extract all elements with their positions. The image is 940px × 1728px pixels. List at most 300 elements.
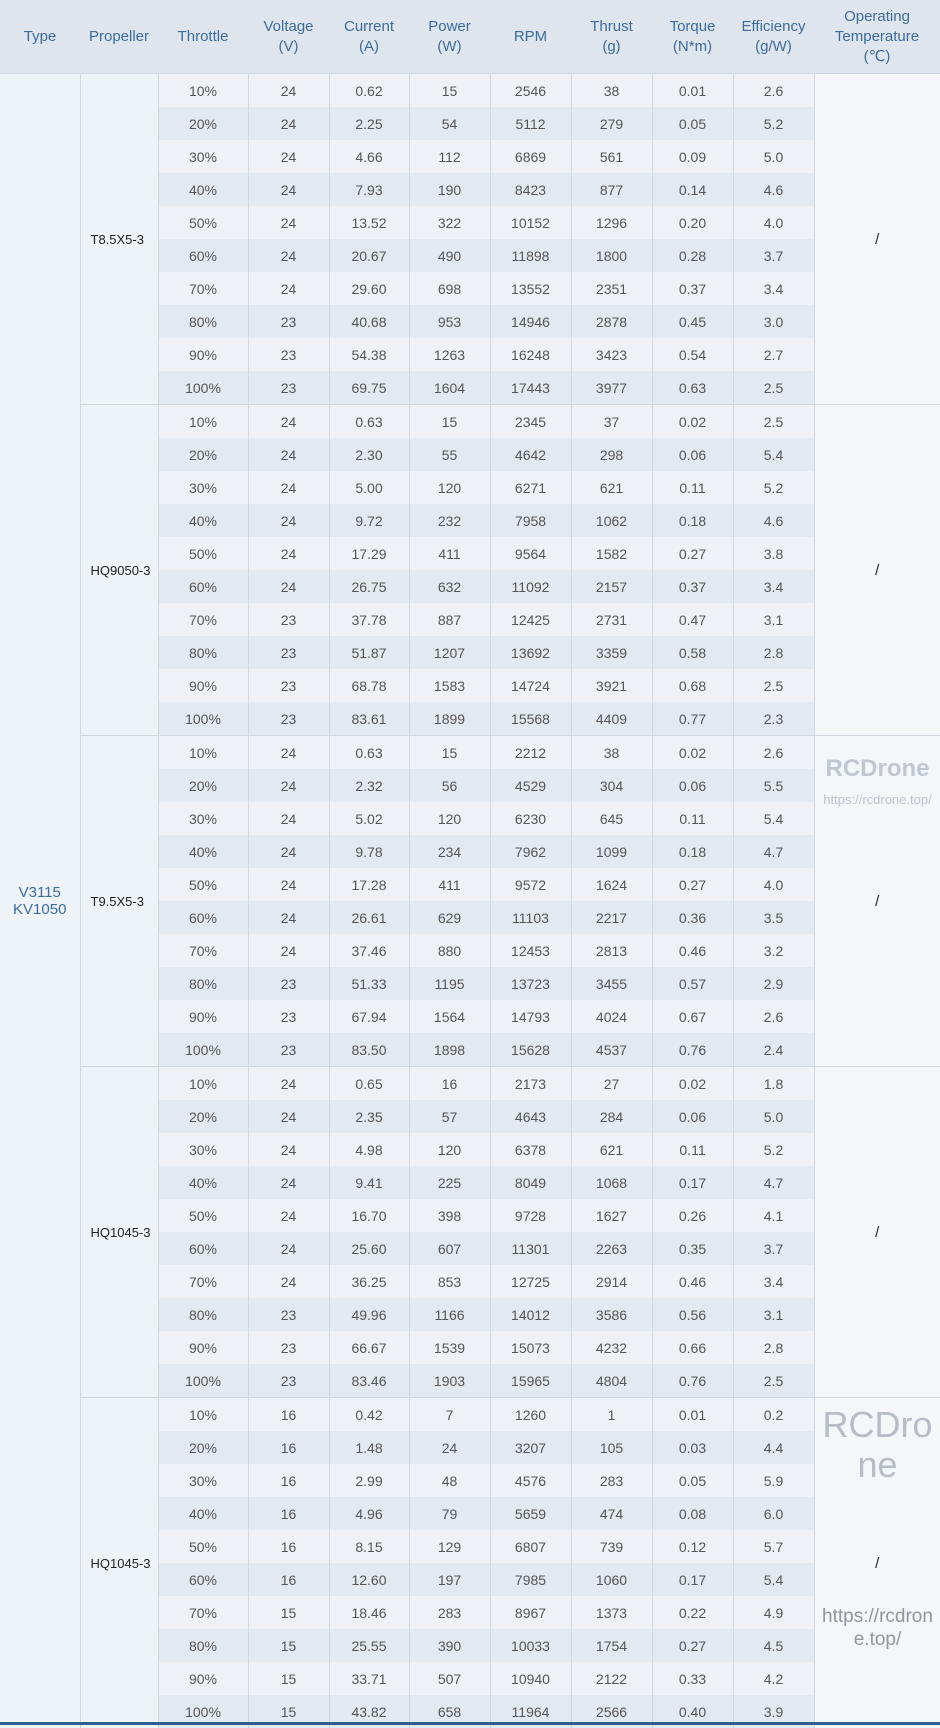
- thrust-cell: 1060: [571, 1563, 652, 1596]
- thrust-cell: 621: [571, 1133, 652, 1166]
- torque-cell: 0.37: [652, 272, 733, 305]
- current-cell: 51.33: [329, 967, 409, 1000]
- power-cell: 398: [409, 1199, 490, 1232]
- throttle-cell: 100%: [158, 1364, 248, 1398]
- current-cell: 37.78: [329, 603, 409, 636]
- rpm-cell: 10940: [490, 1662, 571, 1695]
- power-cell: 1564: [409, 1000, 490, 1033]
- efficiency-cell: 5.5: [733, 769, 814, 802]
- current-cell: 29.60: [329, 272, 409, 305]
- thrust-cell: 27: [571, 1067, 652, 1101]
- temperature-cell: /: [814, 1398, 940, 1728]
- current-cell: 9.72: [329, 504, 409, 537]
- efficiency-cell: 2.9: [733, 967, 814, 1000]
- voltage-cell: 16: [248, 1497, 329, 1530]
- rpm-cell: 12725: [490, 1265, 571, 1298]
- thrust-cell: 3921: [571, 669, 652, 702]
- voltage-cell: 24: [248, 769, 329, 802]
- throttle-cell: 100%: [158, 1695, 248, 1728]
- power-cell: 698: [409, 272, 490, 305]
- thrust-cell: 298: [571, 438, 652, 471]
- watermark-url: https://rcdrone.top/: [820, 792, 935, 808]
- current-cell: 17.28: [329, 868, 409, 901]
- torque-cell: 0.46: [652, 1265, 733, 1298]
- torque-cell: 0.08: [652, 1497, 733, 1530]
- voltage-cell: 23: [248, 338, 329, 371]
- column-header: Throttle: [158, 0, 248, 74]
- voltage-cell: 24: [248, 1265, 329, 1298]
- voltage-cell: 16: [248, 1431, 329, 1464]
- efficiency-cell: 2.4: [733, 1033, 814, 1067]
- propeller-cell: HQ9050-3: [80, 405, 158, 736]
- torque-cell: 0.27: [652, 537, 733, 570]
- thrust-cell: 105: [571, 1431, 652, 1464]
- thrust-cell: 279: [571, 107, 652, 140]
- torque-cell: 0.11: [652, 802, 733, 835]
- efficiency-cell: 0.2: [733, 1398, 814, 1432]
- efficiency-cell: 3.8: [733, 537, 814, 570]
- rpm-cell: 7962: [490, 835, 571, 868]
- rpm-cell: 2345: [490, 405, 571, 439]
- efficiency-cell: 2.8: [733, 1331, 814, 1364]
- power-cell: 880: [409, 934, 490, 967]
- rpm-cell: 15073: [490, 1331, 571, 1364]
- throttle-cell: 40%: [158, 835, 248, 868]
- voltage-cell: 23: [248, 1033, 329, 1067]
- thrust-cell: 2566: [571, 1695, 652, 1728]
- current-cell: 40.68: [329, 305, 409, 338]
- rpm-cell: 2173: [490, 1067, 571, 1101]
- voltage-cell: 15: [248, 1662, 329, 1695]
- current-cell: 43.82: [329, 1695, 409, 1728]
- torque-cell: 0.47: [652, 603, 733, 636]
- throttle-cell: 100%: [158, 371, 248, 405]
- efficiency-cell: 3.9: [733, 1695, 814, 1728]
- current-cell: 9.78: [329, 835, 409, 868]
- power-cell: 390: [409, 1629, 490, 1662]
- voltage-cell: 15: [248, 1596, 329, 1629]
- rpm-cell: 7985: [490, 1563, 571, 1596]
- torque-cell: 0.33: [652, 1662, 733, 1695]
- temperature-cell: /: [814, 74, 940, 405]
- efficiency-cell: 3.7: [733, 239, 814, 272]
- propeller-cell: T8.5X5-3: [80, 74, 158, 405]
- thrust-cell: 1099: [571, 835, 652, 868]
- throttle-cell: 30%: [158, 140, 248, 173]
- throttle-cell: 10%: [158, 405, 248, 439]
- rpm-cell: 13552: [490, 272, 571, 305]
- voltage-cell: 23: [248, 603, 329, 636]
- rpm-cell: 6807: [490, 1530, 571, 1563]
- torque-cell: 0.54: [652, 338, 733, 371]
- throttle-cell: 40%: [158, 173, 248, 206]
- voltage-cell: 23: [248, 371, 329, 405]
- torque-cell: 0.09: [652, 140, 733, 173]
- thrust-cell: 1800: [571, 239, 652, 272]
- thrust-cell: 645: [571, 802, 652, 835]
- current-cell: 2.30: [329, 438, 409, 471]
- throttle-cell: 70%: [158, 603, 248, 636]
- voltage-cell: 23: [248, 1331, 329, 1364]
- thrust-cell: 1582: [571, 537, 652, 570]
- current-cell: 25.60: [329, 1232, 409, 1265]
- voltage-cell: 24: [248, 272, 329, 305]
- power-cell: 197: [409, 1563, 490, 1596]
- rpm-cell: 2212: [490, 736, 571, 770]
- temperature-cell: /: [814, 736, 940, 1067]
- header-row: [0, 0, 940, 74]
- current-cell: 0.42: [329, 1398, 409, 1432]
- power-cell: 1583: [409, 669, 490, 702]
- thrust-cell: 38: [571, 736, 652, 770]
- torque-cell: 0.66: [652, 1331, 733, 1364]
- rpm-cell: 5659: [490, 1497, 571, 1530]
- voltage-cell: 23: [248, 636, 329, 669]
- table-row: [0, 1398, 940, 1432]
- thrust-cell: 4024: [571, 1000, 652, 1033]
- voltage-cell: 23: [248, 669, 329, 702]
- voltage-cell: 23: [248, 305, 329, 338]
- power-cell: 129: [409, 1530, 490, 1563]
- throttle-cell: 80%: [158, 305, 248, 338]
- rpm-cell: 10152: [490, 206, 571, 239]
- torque-cell: 0.06: [652, 1100, 733, 1133]
- thrust-cell: 4232: [571, 1331, 652, 1364]
- efficiency-cell: 5.4: [733, 1563, 814, 1596]
- current-cell: 9.41: [329, 1166, 409, 1199]
- power-cell: 658: [409, 1695, 490, 1728]
- power-cell: 629: [409, 901, 490, 934]
- thrust-cell: 283: [571, 1464, 652, 1497]
- rpm-cell: 6230: [490, 802, 571, 835]
- efficiency-cell: 5.2: [733, 471, 814, 504]
- power-cell: 1207: [409, 636, 490, 669]
- thrust-cell: 4537: [571, 1033, 652, 1067]
- rpm-cell: 4643: [490, 1100, 571, 1133]
- rpm-cell: 15965: [490, 1364, 571, 1398]
- current-cell: 26.75: [329, 570, 409, 603]
- rpm-cell: 11301: [490, 1232, 571, 1265]
- throttle-cell: 10%: [158, 74, 248, 108]
- voltage-cell: 16: [248, 1563, 329, 1596]
- column-header: Efficiency (g/W): [733, 0, 814, 74]
- power-cell: 1539: [409, 1331, 490, 1364]
- voltage-cell: 24: [248, 471, 329, 504]
- current-cell: 26.61: [329, 901, 409, 934]
- current-cell: 4.96: [329, 1497, 409, 1530]
- efficiency-cell: 3.1: [733, 603, 814, 636]
- torque-cell: 0.14: [652, 173, 733, 206]
- watermark-brand: RCDrone: [820, 755, 935, 783]
- rpm-cell: 13723: [490, 967, 571, 1000]
- efficiency-cell: 3.4: [733, 272, 814, 305]
- voltage-cell: 24: [248, 1100, 329, 1133]
- table-row: [0, 405, 940, 439]
- throttle-cell: 50%: [158, 1199, 248, 1232]
- thrust-cell: 2731: [571, 603, 652, 636]
- rpm-cell: 2546: [490, 74, 571, 108]
- throttle-cell: 10%: [158, 736, 248, 770]
- thrust-cell: 2351: [571, 272, 652, 305]
- throttle-cell: 40%: [158, 1497, 248, 1530]
- throttle-cell: 60%: [158, 901, 248, 934]
- throttle-cell: 60%: [158, 570, 248, 603]
- throttle-cell: 90%: [158, 669, 248, 702]
- current-cell: 2.25: [329, 107, 409, 140]
- current-cell: 67.94: [329, 1000, 409, 1033]
- efficiency-cell: 3.4: [733, 1265, 814, 1298]
- voltage-cell: 24: [248, 239, 329, 272]
- efficiency-cell: 3.5: [733, 901, 814, 934]
- torque-cell: 0.58: [652, 636, 733, 669]
- torque-cell: 0.40: [652, 1695, 733, 1728]
- power-cell: 411: [409, 537, 490, 570]
- voltage-cell: 16: [248, 1398, 329, 1432]
- rpm-cell: 6271: [490, 471, 571, 504]
- efficiency-cell: 2.5: [733, 669, 814, 702]
- rpm-cell: 10033: [490, 1629, 571, 1662]
- current-cell: 66.67: [329, 1331, 409, 1364]
- rpm-cell: 8049: [490, 1166, 571, 1199]
- power-cell: 1898: [409, 1033, 490, 1067]
- voltage-cell: 23: [248, 1000, 329, 1033]
- torque-cell: 0.63: [652, 371, 733, 405]
- power-cell: 632: [409, 570, 490, 603]
- thrust-cell: 38: [571, 74, 652, 108]
- current-cell: 0.63: [329, 405, 409, 439]
- throttle-cell: 30%: [158, 471, 248, 504]
- power-cell: 607: [409, 1232, 490, 1265]
- current-cell: 0.62: [329, 74, 409, 108]
- rpm-cell: 8967: [490, 1596, 571, 1629]
- torque-cell: 0.18: [652, 835, 733, 868]
- torque-cell: 0.26: [652, 1199, 733, 1232]
- rpm-cell: 7958: [490, 504, 571, 537]
- throttle-cell: 20%: [158, 769, 248, 802]
- type-cell: V3115 KV1050: [0, 74, 80, 1728]
- current-cell: 2.32: [329, 769, 409, 802]
- thrust-cell: 474: [571, 1497, 652, 1530]
- torque-cell: 0.01: [652, 74, 733, 108]
- efficiency-cell: 6.0: [733, 1497, 814, 1530]
- rpm-cell: 9572: [490, 868, 571, 901]
- rpm-cell: 15568: [490, 702, 571, 736]
- throttle-cell: 90%: [158, 1331, 248, 1364]
- throttle-cell: 40%: [158, 504, 248, 537]
- voltage-cell: 16: [248, 1464, 329, 1497]
- throttle-cell: 80%: [158, 1629, 248, 1662]
- thrust-cell: 1: [571, 1398, 652, 1432]
- power-cell: 56: [409, 769, 490, 802]
- torque-cell: 0.02: [652, 405, 733, 439]
- throttle-cell: 70%: [158, 934, 248, 967]
- throttle-cell: 10%: [158, 1398, 248, 1432]
- power-cell: 1903: [409, 1364, 490, 1398]
- torque-cell: 0.27: [652, 1629, 733, 1662]
- torque-cell: 0.22: [652, 1596, 733, 1629]
- torque-cell: 0.11: [652, 471, 733, 504]
- power-cell: 507: [409, 1662, 490, 1695]
- thrust-cell: 2813: [571, 934, 652, 967]
- power-cell: 15: [409, 736, 490, 770]
- rpm-cell: 6378: [490, 1133, 571, 1166]
- current-cell: 1.48: [329, 1431, 409, 1464]
- voltage-cell: 24: [248, 934, 329, 967]
- voltage-cell: 15: [248, 1695, 329, 1728]
- current-cell: 8.15: [329, 1530, 409, 1563]
- thrust-cell: 2122: [571, 1662, 652, 1695]
- voltage-cell: 24: [248, 206, 329, 239]
- efficiency-cell: 4.4: [733, 1431, 814, 1464]
- throttle-cell: 60%: [158, 1563, 248, 1596]
- thrust-cell: 561: [571, 140, 652, 173]
- thrust-cell: 3977: [571, 371, 652, 405]
- column-header: Operating Temperature (℃): [814, 0, 940, 74]
- thrust-cell: 3423: [571, 338, 652, 371]
- voltage-cell: 24: [248, 107, 329, 140]
- column-header: Current (A): [329, 0, 409, 74]
- current-cell: 5.00: [329, 471, 409, 504]
- efficiency-cell: 4.0: [733, 868, 814, 901]
- efficiency-cell: 2.8: [733, 636, 814, 669]
- throttle-cell: 20%: [158, 1431, 248, 1464]
- torque-cell: 0.18: [652, 504, 733, 537]
- rpm-cell: 9728: [490, 1199, 571, 1232]
- rpm-cell: 13692: [490, 636, 571, 669]
- rpm-cell: 3207: [490, 1431, 571, 1464]
- voltage-cell: 24: [248, 405, 329, 439]
- efficiency-cell: 2.5: [733, 405, 814, 439]
- voltage-cell: 24: [248, 140, 329, 173]
- efficiency-cell: 5.0: [733, 1100, 814, 1133]
- efficiency-cell: 5.2: [733, 1133, 814, 1166]
- current-cell: 4.98: [329, 1133, 409, 1166]
- rpm-cell: 4576: [490, 1464, 571, 1497]
- voltage-cell: 23: [248, 1364, 329, 1398]
- thrust-cell: 3455: [571, 967, 652, 1000]
- torque-cell: 0.27: [652, 868, 733, 901]
- table-row: [0, 736, 940, 770]
- voltage-cell: 24: [248, 173, 329, 206]
- power-cell: 120: [409, 802, 490, 835]
- current-cell: 0.65: [329, 1067, 409, 1101]
- power-cell: 887: [409, 603, 490, 636]
- torque-cell: 0.20: [652, 206, 733, 239]
- current-cell: 69.75: [329, 371, 409, 405]
- watermark-url: https://rcdrone.top/: [820, 1605, 935, 1651]
- thrust-cell: 621: [571, 471, 652, 504]
- voltage-cell: 24: [248, 901, 329, 934]
- power-cell: 1166: [409, 1298, 490, 1331]
- throttle-cell: 30%: [158, 802, 248, 835]
- power-cell: 24: [409, 1431, 490, 1464]
- voltage-cell: 24: [248, 1232, 329, 1265]
- power-cell: 322: [409, 206, 490, 239]
- power-cell: 225: [409, 1166, 490, 1199]
- power-cell: 283: [409, 1596, 490, 1629]
- voltage-cell: 23: [248, 702, 329, 736]
- rpm-cell: 4529: [490, 769, 571, 802]
- efficiency-cell: 4.6: [733, 173, 814, 206]
- throttle-cell: 80%: [158, 1298, 248, 1331]
- power-cell: 48: [409, 1464, 490, 1497]
- voltage-cell: 24: [248, 736, 329, 770]
- rpm-cell: 8423: [490, 173, 571, 206]
- throttle-cell: 20%: [158, 438, 248, 471]
- current-cell: 49.96: [329, 1298, 409, 1331]
- torque-cell: 0.05: [652, 1464, 733, 1497]
- power-cell: 15: [409, 74, 490, 108]
- propeller-cell: HQ1045-3: [80, 1398, 158, 1728]
- current-cell: 68.78: [329, 669, 409, 702]
- propeller-cell: T9.5X5-3: [80, 736, 158, 1067]
- power-cell: 490: [409, 239, 490, 272]
- torque-cell: 0.46: [652, 934, 733, 967]
- efficiency-cell: 2.3: [733, 702, 814, 736]
- throttle-cell: 90%: [158, 338, 248, 371]
- torque-cell: 0.06: [652, 769, 733, 802]
- thrust-cell: 877: [571, 173, 652, 206]
- rpm-cell: 11103: [490, 901, 571, 934]
- torque-cell: 0.28: [652, 239, 733, 272]
- torque-cell: 0.03: [652, 1431, 733, 1464]
- thrust-cell: 1624: [571, 868, 652, 901]
- thrust-cell: 2217: [571, 901, 652, 934]
- efficiency-cell: 4.7: [733, 835, 814, 868]
- efficiency-cell: 2.6: [733, 736, 814, 770]
- throttle-cell: 70%: [158, 1265, 248, 1298]
- thrust-cell: 1062: [571, 504, 652, 537]
- torque-cell: 0.76: [652, 1364, 733, 1398]
- throttle-cell: 80%: [158, 636, 248, 669]
- power-cell: 57: [409, 1100, 490, 1133]
- current-cell: 7.93: [329, 173, 409, 206]
- efficiency-cell: 4.5: [733, 1629, 814, 1662]
- propeller-cell: HQ1045-3: [80, 1067, 158, 1398]
- current-cell: 83.50: [329, 1033, 409, 1067]
- power-cell: 234: [409, 835, 490, 868]
- rpm-cell: 11092: [490, 570, 571, 603]
- power-cell: 79: [409, 1497, 490, 1530]
- throttle-cell: 50%: [158, 206, 248, 239]
- torque-cell: 0.06: [652, 438, 733, 471]
- power-cell: 120: [409, 471, 490, 504]
- power-cell: 112: [409, 140, 490, 173]
- column-header: Power (W): [409, 0, 490, 74]
- throttle-cell: 20%: [158, 107, 248, 140]
- power-cell: 232: [409, 504, 490, 537]
- rpm-cell: 12425: [490, 603, 571, 636]
- thrust-cell: 304: [571, 769, 652, 802]
- torque-cell: 0.02: [652, 736, 733, 770]
- power-cell: 853: [409, 1265, 490, 1298]
- voltage-cell: 15: [248, 1629, 329, 1662]
- table-row: [0, 1067, 940, 1101]
- voltage-cell: 24: [248, 1133, 329, 1166]
- rpm-cell: 14724: [490, 669, 571, 702]
- current-cell: 18.46: [329, 1596, 409, 1629]
- column-header: Type: [0, 0, 80, 74]
- voltage-cell: 24: [248, 868, 329, 901]
- throttle-cell: 30%: [158, 1464, 248, 1497]
- watermark-brand: RCDrone: [820, 1405, 935, 1485]
- rpm-cell: 16248: [490, 338, 571, 371]
- thrust-cell: 1754: [571, 1629, 652, 1662]
- current-cell: 36.25: [329, 1265, 409, 1298]
- efficiency-cell: 2.6: [733, 1000, 814, 1033]
- power-cell: 15: [409, 405, 490, 439]
- column-header: Thrust (g): [571, 0, 652, 74]
